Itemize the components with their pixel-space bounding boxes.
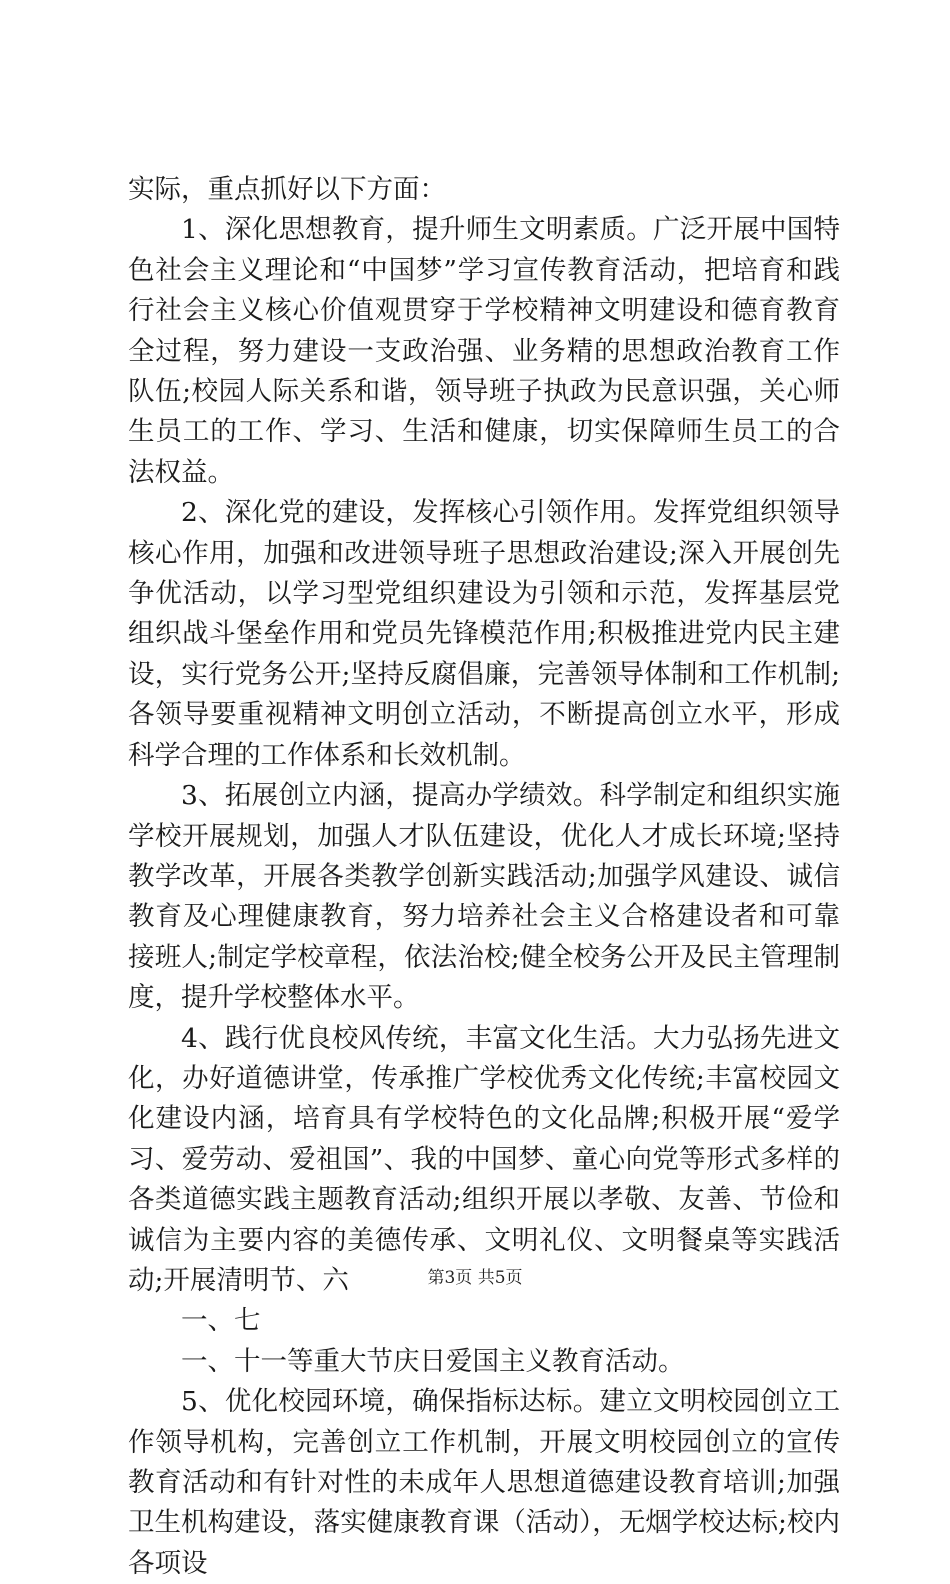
paragraph-fragment-eleven: 一、十一等重大节庆日爱国主义教育活动。	[181, 1345, 685, 1377]
page-footer	[0, 1268, 950, 1288]
paragraph-item-1: 1、深化思想教育，提升师生文明素质。广泛开展中国特色社会主义理论和“中国梦”学习宣传教育活动，把培育和践行社会主义核心价值观贯穿于学校精神文明建设和德育教育全过程，努力建设一支政治强、业务精的思想政治教育工作队伍;校园人际关系和谐，领导班子执政为民意识强，关心师生员工的工作、学习、生活和健康，切实保障师生员工的合法权益。	[128, 214, 840, 488]
page-number-label: 第3页 共5页	[427, 1268, 523, 1288]
paragraph-item-2: 2、深化党的建设，发挥核心引领作用。发挥党组织领导核心作用，加强和改进领导班子思想政治建设;深入开展创先争优活动，以学习型党组织建设为引领和示范，发挥基层党组织战斗堡垒作用和党员先锋模范作用;积极推进党内民主建设，实行党务公开;坚持反腐倡廉，完善领导体制和工作机制;各领导要重视精神文明创立活动，不断提高创立水平，形成科学合理的工作体系和长效机制。	[128, 497, 840, 771]
paragraph-item-5: 5、优化校园环境，确保指标达标。建立文明校园创立工作领导机构，完善创立工作机制，开展文明校园创立的宣传教育活动和有针对性的未成年人思想道德建设教育培训;加强卫生机构建设，落实健康教育课（活动），无烟学校达标;校内各项设	[128, 1386, 840, 1579]
paragraph-fragment-seven: 一、七	[181, 1305, 261, 1337]
document-body	[128, 170, 840, 1584]
paragraph-item-4: 4、践行优良校风传统，丰富文化生活。大力弘扬先进文化，办好道德讲堂，传承推广学校优秀文化传统;丰富校园文化建设内涵，培育具有学校特色的文化品牌;积极开展“爱学习、爱劳动、爱祖国”、我的中国梦、童心向党等形式多样的各类道德实践主题教育活动;组织开展以孝敬、友善、节俭和诚信为主要内容的美德传承、文明礼仪、文明餐桌等实践活动;开展清明节、六	[128, 1022, 840, 1296]
paragraph-intro: 实际，重点抓好以下方面：	[128, 174, 446, 205]
paragraph-item-3: 3、拓展创立内涵，提高办学绩效。科学制定和组织实施学校开展规划，加强人才队伍建设，优化人才成长环境;坚持教学改革，开展各类教学创新实践活动;加强学风建设、诚信教育及心理健康教育，努力培养社会主义合格建设者和可靠接班人;制定学校章程，依法治校;健全校务公开及民主管理制度，提升学校整体水平。	[128, 780, 840, 1014]
